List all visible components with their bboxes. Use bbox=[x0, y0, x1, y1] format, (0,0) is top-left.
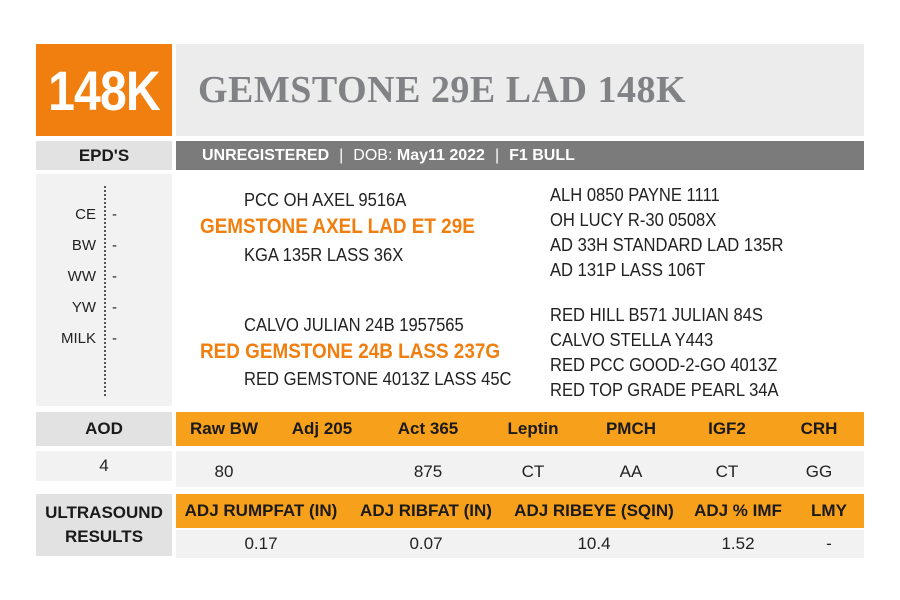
ancestor: RED TOP GRADE PEARL 34A bbox=[550, 380, 779, 400]
ancestor: RED HILL B571 JULIAN 84S bbox=[550, 305, 763, 325]
ultrasound-value-row bbox=[176, 530, 864, 558]
ancestor: RED PCC GOOD-2-GO 4013Z bbox=[550, 355, 778, 375]
header-lmy: LMY bbox=[811, 501, 847, 520]
registration-bar bbox=[176, 141, 864, 170]
header-pmch: PMCH bbox=[605, 419, 657, 438]
header-igf2: IGF2 bbox=[708, 419, 746, 438]
animal-name: GEMSTONE 29E LAD 148K bbox=[198, 69, 687, 111]
epd-row-milk: MILK - bbox=[60, 330, 117, 347]
sire: GEMSTONE AXEL LAD ET 29E bbox=[200, 215, 475, 238]
ancestor: AD 33H STANDARD LAD 135R bbox=[550, 235, 784, 255]
sire-dam: KGA 135R LASS 36X bbox=[244, 245, 404, 265]
measures-header-row bbox=[176, 412, 864, 446]
animal-title-bar bbox=[176, 44, 864, 136]
value-crh: GG bbox=[805, 462, 833, 481]
header-adj-205: Adj 205 bbox=[291, 419, 353, 438]
measures-value-row bbox=[176, 451, 864, 487]
epd-label: EPD'S bbox=[36, 141, 172, 170]
pedigree-panel bbox=[176, 174, 864, 406]
value-lmy: - bbox=[826, 534, 832, 553]
dam: RED GEMSTONE 24B LASS 237G bbox=[200, 340, 501, 363]
value-adj-ribfat: 0.07 bbox=[409, 534, 443, 553]
dob-label: DOB: bbox=[353, 146, 393, 164]
ancestor: ALH 0850 PAYNE 1111 bbox=[550, 185, 720, 205]
ancestor: CALVO STELLA Y443 bbox=[550, 330, 714, 350]
ultrasound-header-row bbox=[176, 494, 864, 528]
epd-row-bw: BW - bbox=[71, 237, 117, 254]
header-leptin: Leptin bbox=[507, 419, 559, 438]
header-act-365: Act 365 bbox=[397, 419, 459, 438]
value-pmch: AA bbox=[619, 462, 643, 481]
dob-value: May11 2022 bbox=[396, 146, 485, 164]
ancestor: AD 131P LASS 106T bbox=[550, 260, 706, 280]
separator: | bbox=[494, 146, 500, 164]
value-act-365: 875 bbox=[413, 462, 443, 481]
epd-row-yw: YW - bbox=[71, 299, 117, 316]
sire-sire: PCC OH AXEL 9516A bbox=[244, 190, 407, 210]
header-adj-imf: ADJ % IMF bbox=[694, 501, 782, 520]
epd-panel bbox=[36, 174, 172, 406]
dam-sire: CALVO JULIAN 24B 1957565 bbox=[244, 315, 464, 335]
value-leptin: CT bbox=[521, 462, 545, 481]
epd-row-ww: WW - bbox=[67, 268, 117, 285]
value-adj-imf: 1.52 bbox=[721, 534, 755, 553]
header-adj-ribeye: ADJ RIBEYE (SQIN) bbox=[514, 501, 674, 520]
registration-status: UNREGISTERED bbox=[202, 146, 330, 164]
dam-dam: RED GEMSTONE 4013Z LASS 45C bbox=[244, 369, 512, 389]
header-adj-ribfat: ADJ RIBFAT (IN) bbox=[360, 501, 492, 520]
aod-label: AOD bbox=[36, 412, 172, 446]
value-raw-bw: 80 bbox=[214, 462, 234, 481]
aod-value: 4 bbox=[36, 451, 172, 481]
ultrasound-label: ULTRASOUND RESULTS bbox=[36, 494, 172, 556]
value-adj-205 bbox=[272, 466, 372, 472]
separator: | bbox=[339, 146, 344, 164]
ancestor: OH LUCY R-30 0508X bbox=[550, 210, 717, 230]
lot-number-badge bbox=[36, 44, 172, 136]
lot-number: 148K bbox=[48, 58, 160, 122]
header-adj-rumpfat: ADJ RUMPFAT (IN) bbox=[184, 501, 338, 520]
header-raw-bw: Raw BW bbox=[190, 419, 258, 438]
epd-row-ce: CE - bbox=[75, 206, 117, 223]
header-crh: CRH bbox=[800, 419, 838, 438]
animal-type: F1 BULL bbox=[509, 146, 575, 164]
value-adj-rumpfat: 0.17 bbox=[244, 534, 278, 553]
value-igf2: CT bbox=[715, 462, 739, 481]
value-adj-ribeye: 10.4 bbox=[577, 534, 611, 553]
